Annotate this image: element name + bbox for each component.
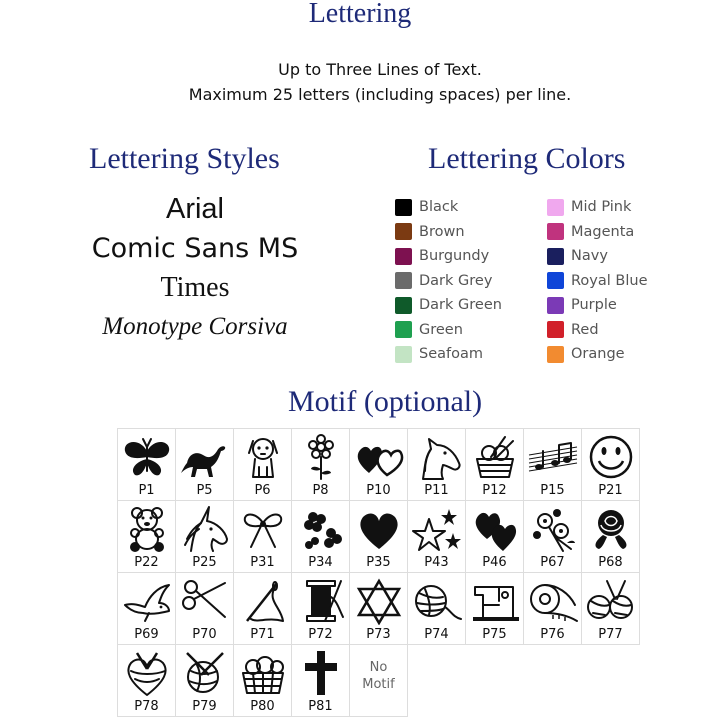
- motif-option[interactable]: [176, 429, 234, 501]
- color-label: Brown: [419, 223, 465, 240]
- color-swatch: [547, 297, 564, 314]
- page-title: Lettering: [308, 0, 412, 29]
- color-option[interactable]: [395, 318, 502, 343]
- color-swatch: [395, 199, 412, 216]
- dinosaur-icon: [179, 433, 231, 481]
- colors-left-column: [395, 195, 502, 367]
- motif-code: P77: [598, 627, 623, 642]
- yarn-basket-icon: [237, 649, 289, 697]
- color-label: Black: [419, 199, 459, 216]
- motif-code: P80: [250, 699, 275, 714]
- color-label: Burgundy: [419, 248, 490, 265]
- color-swatch: [395, 346, 412, 363]
- music-notes-icon: [527, 433, 579, 481]
- motif-option[interactable]: [582, 501, 640, 573]
- motif-code: P11: [424, 483, 449, 498]
- motif-grid: [117, 428, 640, 717]
- no-motif-line2: Motif: [362, 677, 395, 692]
- style-comic-sans[interactable]: Comic Sans MS: [91, 233, 299, 264]
- floral-spray-icon: [527, 505, 579, 553]
- motif-option[interactable]: [118, 645, 176, 717]
- motif-option[interactable]: [466, 573, 524, 645]
- motif-option[interactable]: [524, 429, 582, 501]
- motif-code: P78: [134, 699, 159, 714]
- needle-thread-icon: [237, 577, 289, 625]
- color-swatch: [395, 321, 412, 338]
- motif-code: P25: [192, 555, 217, 570]
- color-swatch: [395, 297, 412, 314]
- motif-code: P5: [196, 483, 213, 498]
- motif-option[interactable]: [466, 501, 524, 573]
- no-motif-line1: No: [369, 660, 388, 675]
- motif-option[interactable]: [292, 645, 350, 717]
- color-swatch: [547, 321, 564, 338]
- yarn-needles-icon: [179, 649, 231, 697]
- motif-code: P15: [540, 483, 565, 498]
- motif-option[interactable]: [466, 429, 524, 501]
- motif-code: P73: [366, 627, 391, 642]
- motif-option[interactable]: [176, 501, 234, 573]
- knitting-basket-icon: [469, 433, 521, 481]
- horse-head-icon: [411, 433, 463, 481]
- unicorn-icon: [179, 505, 231, 553]
- motif-option[interactable]: [234, 501, 292, 573]
- two-hearts-icon: [353, 433, 405, 481]
- motif-code: P67: [540, 555, 565, 570]
- max-letters-note: Maximum 25 letters (including spaces) per line.: [188, 85, 572, 104]
- color-label: Purple: [571, 297, 617, 314]
- tape-measure-icon: [527, 577, 579, 625]
- color-option[interactable]: [547, 220, 648, 245]
- motif-code: P72: [308, 627, 333, 642]
- flowers-icon: [295, 505, 347, 553]
- color-option[interactable]: [395, 342, 502, 367]
- motif-option[interactable]: [582, 573, 640, 645]
- no-motif-option[interactable]: [350, 645, 408, 717]
- motif-option[interactable]: [234, 429, 292, 501]
- motif-option[interactable]: [234, 645, 292, 717]
- color-label: Navy: [571, 248, 608, 265]
- dove-icon: [121, 577, 173, 625]
- scissors-icon: [179, 577, 231, 625]
- color-option[interactable]: [395, 195, 502, 220]
- motif-option[interactable]: [118, 429, 176, 501]
- color-swatch: [547, 346, 564, 363]
- lettering-colors-heading: Lettering Colors: [428, 142, 626, 175]
- color-swatch: [395, 223, 412, 240]
- color-label: Red: [571, 321, 599, 338]
- color-label: Seafoam: [419, 346, 483, 363]
- dog-icon: [237, 433, 289, 481]
- color-label: Dark Grey: [419, 272, 493, 289]
- motif-option[interactable]: [582, 429, 640, 501]
- motif-code: P35: [366, 555, 391, 570]
- motif-code: P10: [366, 483, 391, 498]
- color-option[interactable]: [395, 244, 502, 269]
- motif-heading: Motif (optional): [288, 385, 483, 418]
- motif-code: P1: [138, 483, 155, 498]
- motif-option[interactable]: [408, 429, 466, 501]
- sewing-machine-icon: [469, 577, 521, 625]
- motif-code: P46: [482, 555, 507, 570]
- color-swatch: [547, 248, 564, 265]
- style-times[interactable]: Times: [160, 272, 230, 303]
- style-arial[interactable]: Arial: [165, 193, 224, 225]
- color-option[interactable]: [395, 293, 502, 318]
- motif-option[interactable]: [350, 501, 408, 573]
- motif-code: P81: [308, 699, 333, 714]
- color-label: Orange: [571, 346, 625, 363]
- lettering-styles-list: [70, 190, 320, 346]
- flower-icon: [295, 433, 347, 481]
- rose-icon: [585, 505, 637, 553]
- motif-option[interactable]: [524, 573, 582, 645]
- colors-right-column: [547, 195, 648, 367]
- color-swatch: [547, 223, 564, 240]
- motif-code: P8: [312, 483, 329, 498]
- color-option[interactable]: [395, 220, 502, 245]
- motif-option[interactable]: [350, 573, 408, 645]
- motif-option[interactable]: [292, 501, 350, 573]
- motif-code: P75: [482, 627, 507, 642]
- heart-icon: [353, 505, 405, 553]
- color-label: Green: [419, 321, 463, 338]
- yarn-ball-icon: [411, 577, 463, 625]
- color-swatch: [395, 272, 412, 289]
- motif-option[interactable]: [118, 501, 176, 573]
- lines-note: Up to Three Lines of Text.: [278, 60, 482, 79]
- color-option[interactable]: [547, 318, 648, 343]
- teddy-bear-icon: [121, 505, 173, 553]
- butterfly-icon: [121, 433, 173, 481]
- smiley-face-icon: [585, 433, 637, 481]
- color-option[interactable]: [547, 195, 648, 220]
- color-swatch: [547, 199, 564, 216]
- motif-code: P68: [598, 555, 623, 570]
- motif-option[interactable]: [118, 573, 176, 645]
- motif-code: P69: [134, 627, 159, 642]
- yarn-balls-icon: [585, 577, 637, 625]
- motif-code: P71: [250, 627, 275, 642]
- motif-code: P79: [192, 699, 217, 714]
- color-label: Mid Pink: [571, 199, 632, 216]
- color-label: Magenta: [571, 223, 635, 240]
- motif-option[interactable]: [292, 573, 350, 645]
- cross-icon: [295, 649, 347, 697]
- color-option[interactable]: [547, 269, 648, 294]
- yarn-heart-icon: [121, 649, 173, 697]
- color-option[interactable]: [547, 244, 648, 269]
- color-swatch: [395, 248, 412, 265]
- thread-spool-icon: [295, 577, 347, 625]
- motif-option[interactable]: [408, 573, 466, 645]
- color-option[interactable]: [547, 293, 648, 318]
- motif-option[interactable]: [408, 501, 466, 573]
- motif-code: P74: [424, 627, 449, 642]
- style-monotype-corsiva[interactable]: Monotype Corsiva: [102, 313, 288, 340]
- color-label: Royal Blue: [571, 272, 648, 289]
- motif-option[interactable]: [176, 573, 234, 645]
- no-motif-label: [350, 659, 407, 693]
- motif-option[interactable]: [350, 429, 408, 501]
- stars-icon: [411, 505, 463, 553]
- motif-option[interactable]: [234, 573, 292, 645]
- color-label: Dark Green: [419, 297, 502, 314]
- lettering-styles-heading: Lettering Styles: [89, 142, 280, 175]
- motif-code: P31: [250, 555, 275, 570]
- star-of-david-icon: [353, 577, 405, 625]
- motif-option[interactable]: [524, 501, 582, 573]
- motif-code: P12: [482, 483, 507, 498]
- color-option[interactable]: [395, 269, 502, 294]
- hearts-icon: [469, 505, 521, 553]
- motif-code: P70: [192, 627, 217, 642]
- motif-code: P43: [424, 555, 449, 570]
- motif-code: P34: [308, 555, 333, 570]
- motif-code: P21: [598, 483, 623, 498]
- motif-code: P22: [134, 555, 159, 570]
- color-swatch: [547, 272, 564, 289]
- motif-code: P6: [254, 483, 271, 498]
- motif-option[interactable]: [292, 429, 350, 501]
- motif-code: P76: [540, 627, 565, 642]
- motif-option[interactable]: [176, 645, 234, 717]
- bow-icon: [237, 505, 289, 553]
- color-option[interactable]: [547, 342, 648, 367]
